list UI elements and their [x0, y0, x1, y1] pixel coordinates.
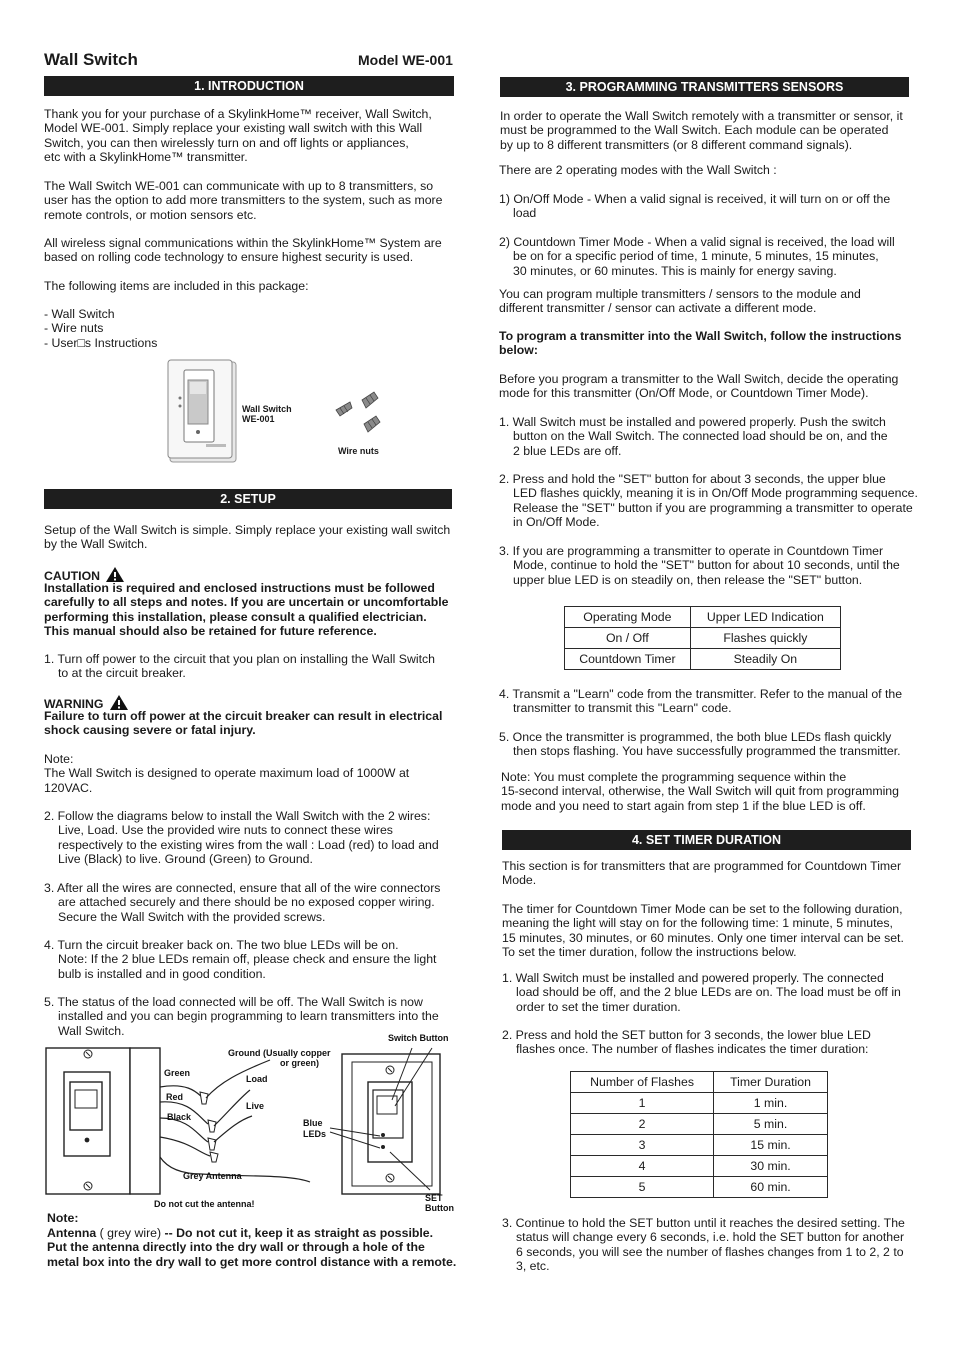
table-cell: 1 [571, 1093, 714, 1114]
svg-text:Button: Button [425, 1203, 454, 1212]
diagram-label-red: Red [166, 1092, 184, 1102]
diagram-label-ground-note: or green) [280, 1058, 320, 1068]
table-cell: 15 min. [714, 1135, 828, 1156]
programming-step-1: 1. Wall Switch must be installed and powered properly. Push the switch button on the Wall Switch. The connected load should be on, and the 2 blue LEDs are off. [499, 415, 888, 458]
programming-paragraph-3: You can program multiple transmitters / sensors to the module and different transmitter / sensor can activate a different mode. [499, 287, 861, 316]
table-row [565, 649, 841, 670]
timer-step-1: 1. Wall Switch must be installed and powered properly. The connected load should be off, and the 2 blue LEDs are on. The load must be off in order to set the timer duration. [502, 971, 901, 1014]
section-title-introduction: 1. INTRODUCTION [44, 76, 454, 96]
table-header: Operating Mode [565, 607, 691, 628]
wire-nuts-image-label: Wire nuts [338, 446, 379, 456]
diagram-label-switch-button: Switch Button [388, 1033, 449, 1043]
table-cell: On / Off [565, 628, 691, 649]
diagram-label-set-button: SET [425, 1193, 443, 1203]
wall-switch-image [166, 358, 242, 466]
section-title-programming: 3. PROGRAMMING TRANSMITTERS SENSORS [500, 77, 909, 97]
warning-text: Failure to turn off power at the circuit breaker can result in electrical shock causing severe or fatal injury. [44, 709, 443, 738]
mode-2-description: 2) Countdown Timer Mode - When a valid signal is received, the load will be on for a specific period of time, 1 minute, 5 minutes, 15 minutes, 30 minutes, or 60 minutes. This is mainly for energy saving. [499, 235, 895, 278]
diagram-label-load: Load [246, 1074, 268, 1084]
table-header: Timer Duration [714, 1072, 828, 1093]
table-cell: 2 [571, 1114, 714, 1135]
diagram-label-live: Live [246, 1101, 265, 1111]
table-cell: 1 min. [714, 1093, 828, 1114]
section-title-setup: 2. SETUP [44, 489, 452, 509]
setup-step-1: 1. Turn off power to the circuit that you plan on installing the Wall Switch to at the circuit breaker. [44, 652, 435, 681]
timer-paragraph-2: The timer for Countdown Timer Mode can be set to the following duration, meaning the light will stay on for the following time: 1 minute, 5 minutes, 15 minutes, 30 minutes, or 60 minutes. Only one timer interval can be set. To set the timer duration, follow the instructions below. [502, 902, 904, 960]
table-cell: Flashes quickly [690, 628, 840, 649]
programming-step-5: 5. Once the transmitter is programmed, the both blue LEDs flash quickly then stops flashing. You have successfully programmed the transmitter. [499, 730, 901, 759]
diagram-label-black: Black [167, 1112, 192, 1122]
setup-step-5: 5. The status of the load connected will be off. The Wall Switch is now installed and you can begin programming to learn transmitters into the Wall Switch. [44, 995, 439, 1038]
table-row [571, 1156, 828, 1177]
setup-paragraph: Setup of the Wall Switch is simple. Simply replace your existing wall switch by the Wall Switch. [44, 523, 451, 552]
table-header-row [565, 607, 841, 628]
programming-instructions-heading: To program a transmitter into the Wall Switch, follow the instructions below: [499, 329, 902, 358]
timer-step-3: 3. Continue to hold the SET button until it reaches the desired setting. The status will change every 6 seconds, i.e. hold the SET button for another 6 seconds, you will see the number of flashes changes from 1 to 2, 2 to 3, etc. [502, 1216, 905, 1274]
table-cell: 60 min. [714, 1177, 828, 1198]
antenna-note-wire: ( grey wire) [96, 1226, 165, 1240]
table-cell: 4 [571, 1156, 714, 1177]
flash-duration-table [570, 1071, 828, 1198]
programming-paragraph-4: Before you program a transmitter to the Wall Switch, decide the operating mode for this transmitter (On/Off Mode, or Countdown Timer Mode). [499, 372, 899, 401]
setup-step-4: 4. Turn the circuit breaker back on. The two blue LEDs will be on. Note: If the 2 blue LEDs remain off, please check and ensure the light bulb is installed and in good condition. [44, 938, 437, 981]
package-list [44, 307, 157, 350]
setup-step-2: 2. Follow the diagrams below to install the Wall Switch with the 2 wires: Live, Load. Use the provided wire nuts to connect these wires respectively to the existing wires from the wall : Load (red) to load and Live (Black) to live. Ground (Green) to Ground. [44, 809, 439, 867]
antenna-note-term: Antenna [47, 1226, 97, 1240]
caution-label: CAUTION [44, 569, 101, 583]
wiring-diagram [40, 1032, 480, 1212]
wall-switch-image-label: Wall Switch WE-001 [242, 404, 292, 424]
table-row [571, 1135, 828, 1156]
warning-label: WARNING [44, 697, 104, 711]
table-row [565, 628, 841, 649]
section-title-timer: 4. SET TIMER DURATION [502, 830, 911, 850]
intro-paragraph-1: Thank you for your purchase of a SkylinkHome™ receiver, Wall Switch, Model WE-001. Simply replace your existing wall switch with this Wall Switch, you can then wirelessly turn on and off lights or appliances, etc with a SkylinkHome™ transmitter. [44, 107, 432, 165]
antenna-note [47, 1226, 487, 1269]
programming-paragraph-2: There are 2 operating modes with the Wall Switch : [499, 163, 777, 177]
table-header: Number of Flashes [571, 1072, 714, 1093]
timer-paragraph-1: This section is for transmitters that are programmed for Countdown Timer Mode. [502, 859, 902, 888]
intro-paragraph-3: All wireless signal communications within the SkylinkHome™ System are based on rolling code technology to ensure highest security is used. [44, 236, 442, 265]
mode-1-description: 1) On/Off Mode - When a valid signal is received, it will turn on or off the load [499, 192, 891, 221]
list-item: - Wire nuts [44, 321, 104, 336]
intro-paragraph-4: The following items are included in this package: [44, 279, 309, 293]
table-row [571, 1093, 828, 1114]
diagram-label-blue-leds: Blue [303, 1118, 323, 1128]
diagram-label-ground: Ground (Usually copper [228, 1048, 331, 1058]
intro-paragraph-2: The Wall Switch WE-001 can communicate with up to 8 transmitters, so user has the option to add more transmitters to the system, such as more remote controls, or motion sensors etc. [44, 179, 443, 222]
diagram-label-green: Green [164, 1068, 191, 1078]
table-cell: 3 [571, 1135, 714, 1156]
list-item: - User□s Instructions [44, 335, 158, 350]
load-note: Note: The Wall Switch is designed to operate maximum load of 1000W at 120VAC. [44, 752, 410, 795]
operating-mode-table [564, 606, 841, 670]
bottom-note-label: Note: [47, 1211, 79, 1225]
list-item: - Wall Switch [44, 307, 115, 321]
programming-paragraph-1: In order to operate the Wall Switch remotely with a transmitter or sensor, it must be programmed to the Wall Switch. Each module can be operated by up to 8 different transmitters (or 8 different command signals). [500, 109, 903, 152]
setup-step-3: 3. After all the wires are connected, ensure that all of the wire connectors are attached securely and there should be no exposed copper wiring. Secure the Wall Switch with the provided screws. [44, 881, 441, 924]
model-number: Model WE-001 [358, 52, 453, 68]
antenna-note-text: -- Do not cut it, keep it as straight as possible. Put the antenna directly into the dry wall or through a hole of the metal box into the dry wall to get more control distance with a remote. [47, 1226, 457, 1269]
programming-step-4: 4. Transmit a "Learn" code from the transmitter. Refer to the manual of the transmitter to transmit this "Learn" code. [499, 687, 903, 716]
programming-note: Note: You must complete the programming sequence within the 15-second interval, otherwise, the Wall Switch will quit from programming mode and you need to start again from step 1 if the blue LED is off. [501, 770, 899, 813]
page-title: Wall Switch [44, 50, 138, 69]
table-row [571, 1177, 828, 1198]
table-header: Upper LED Indication [690, 607, 840, 628]
table-cell: 30 min. [714, 1156, 828, 1177]
wire-nuts-image [330, 390, 386, 438]
table-cell: 5 [571, 1177, 714, 1198]
programming-step-2: 2. Press and hold the "SET" button for about 3 seconds, the upper blue LED flashes quickly, meaning it is in On/Off Mode programming sequence. Release the "SET" button if you are programming a transmitter to operate in On/Off Mode. [499, 472, 918, 530]
diagram-label-do-not-cut: Do not cut the antenna! [154, 1199, 255, 1209]
table-cell: Countdown Timer [565, 649, 691, 670]
programming-step-3: 3. If you are programming a transmitter to operate in Countdown Timer Mode, continue to hold the "SET" button for about 10 seconds, until the upper blue LED is on steadily on, then release the "SET" button. [499, 544, 900, 587]
table-header-row [571, 1072, 828, 1093]
diagram-label-antenna: Grey Antenna [183, 1171, 242, 1181]
table-row [571, 1114, 828, 1135]
table-cell: 5 min. [714, 1114, 828, 1135]
table-cell: Steadily On [690, 649, 840, 670]
timer-step-2: 2. Press and hold the SET button for 3 seconds, the lower blue LED flashes once. The number of flashes indicates the timer duration: [502, 1028, 871, 1057]
caution-text: Installation is required and enclosed instructions must be followed carefully to all steps and notes. If you are uncertain or uncomfortable performing this installation, please consult a qualified electrician. This manual should also be retained for future reference. [44, 581, 449, 639]
svg-text:LEDs: LEDs [303, 1129, 327, 1139]
